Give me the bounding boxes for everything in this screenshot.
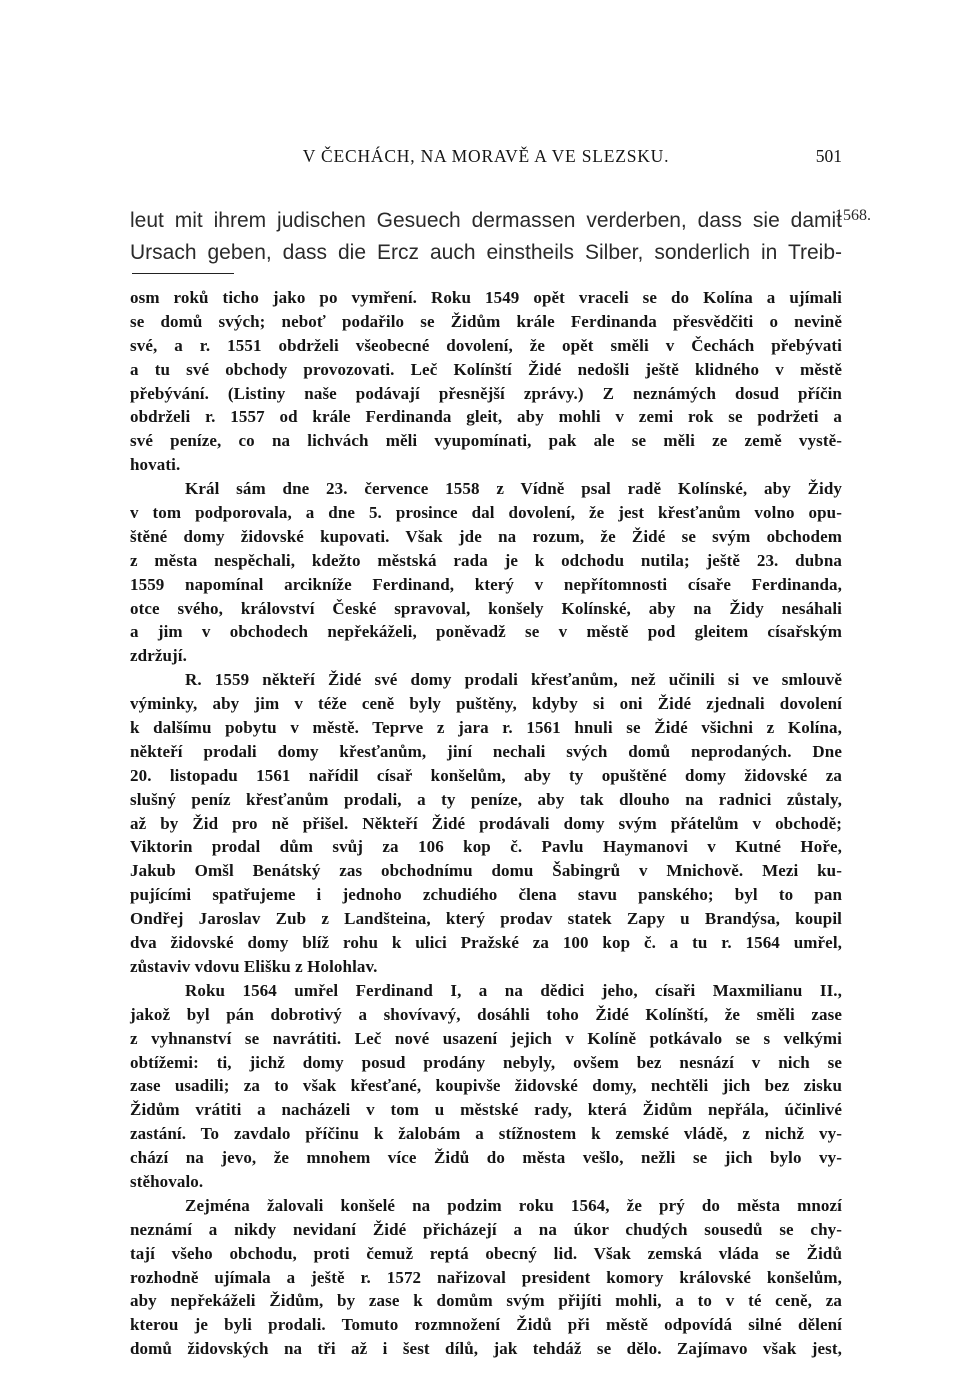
text-line: obdrželi r. 1557 od krále Ferdinanda gleit, aby mohli v zemi rok se podržeti a — [130, 407, 842, 427]
text-line: Ondřej Jaroslav Zub z Landšteina, který prodav statek Zapy u Brandýsa, koupil — [130, 909, 842, 929]
text-line: Král sám dne 23. července 1558 z Vídně psal radě Kolínské, aby Židy — [185, 479, 842, 499]
text-line: přebývání. (Listiny naše podávají přesnější zprávy.) Z neznámých dosud příčin — [130, 383, 842, 403]
text-line: chází na jevo, že mnohem více Židů do města vešlo, nežli se jich bylo vy- — [130, 1148, 842, 1168]
text-line: z města nespěchali, kdežto městská rada je k odchodu nutila; ještě 23. dubna — [130, 550, 842, 570]
text-line: výminky, aby jim v téže ceně byly puštěny, kdyby si oni Židé zjednali dovolení — [130, 694, 842, 714]
running-header — [130, 146, 842, 170]
quotation-line: Ursach geben, dass die Ercz auch einstheils Silber, sonderlich in Treib- — [130, 241, 842, 264]
text-line: Viktorin prodal dům svůj za 106 kop č. Pavlu Haymanovi v Kutné Hoře, — [130, 837, 842, 857]
text-line: domů židovských na tři až i šest dílů, jak tehdáž se dělo. Zajímavo však jest, — [130, 1339, 842, 1359]
text-line: stěhovalo. — [130, 1171, 204, 1191]
text-line: v tom podporovala, a dne 5. prosince dal dovolení, že jest křesťanům volno opu- — [130, 503, 842, 523]
text-line: z vyhnanství se navrátiti. Leč nové usazení jejich v Kolíně potkávalo se s velkými — [130, 1028, 842, 1048]
text-line: 20. listopadu 1561 nařídil císař konšelům, aby ty opuštěné domy židovské za — [130, 765, 842, 785]
text-line: Roku 1564 umřel Ferdinand I, a na dědici jeho, císaři Maxmilianu II., — [185, 980, 842, 1000]
text-line: hovati. — [130, 455, 181, 475]
text-line: aby nepřekáželi Židům, by zase k domům svým přijíti mohli, a to v té ceně, za — [130, 1291, 842, 1311]
body-text — [130, 286, 842, 1361]
text-line: dva židovské domy blíž rohu k ulici Pražské za 100 kop č. a tu r. 1564 umřel, — [130, 933, 842, 953]
text-line: neznámí a nikdy nevidaní Židé přicházejí a na úkor chudých sousedů se chy- — [130, 1219, 842, 1239]
text-line: jakož byl pán dobrotivý a shovívavý, dosáhli toho Židé Kolínští, že směli zase — [130, 1004, 842, 1024]
text-line: někteří prodali domy křesťanům, jiní nechali svých domů neprodaných. Dne — [130, 741, 842, 761]
running-title: V ČECHÁCH, NA MORAVĚ A VE SLEZSKU. — [302, 146, 670, 166]
page-number: 501 — [815, 146, 842, 166]
text-line: své peníze, co na lichvách měli vyupomínati, pak ale se měli ze země vystě- — [130, 431, 842, 451]
text-line: zdržují. — [130, 646, 187, 666]
text-line: slušný peníz křesťanům prodali, a ty peníze, aby tak dlouho na radnici zůstaly, — [130, 789, 842, 809]
text-line: a tu své obchody provozovati. Leč Kolínští Židé nedošli ještě klidného v městě — [130, 359, 842, 379]
text-line: obtížemi: ti, jichž domy posud prodány nebyly, ovšem bez nesnází v nich se — [130, 1052, 842, 1072]
text-line: až by Žid pro ně přišel. Někteří Židé prodávali domy svým přátelům v obchodě; — [130, 813, 842, 833]
text-line: své, a r. 1551 obdrželi všeobecné dovolení, že opět směli v Čechách přebývati — [130, 335, 842, 355]
text-line: rozhodně ujímala a ještě r. 1572 nařizoval president komory královské konšelům, — [130, 1267, 842, 1287]
separator-rule — [132, 273, 234, 274]
text-line: k dalšímu pobytu v městě. Teprve z jara r. 1561 hnuli se Židé všichni z Kolína, — [130, 718, 842, 738]
text-line: zase usadili; za to však křesťané, koupivše židovské domy, nechtěli jich bez zisku — [130, 1076, 842, 1096]
margin-year-note: 1568. — [835, 207, 871, 224]
text-line: zůstaviv vdovu Elišku z Holohlav. — [130, 956, 378, 976]
text-line: Jakub Omšl Benátský zas obchodnímu domu Šabingrů v Mnichově. Mezi ku- — [130, 861, 842, 881]
text-line: R. 1559 někteří Židé své domy prodali křesťanům, než učinili si ve smlouvě — [185, 670, 842, 690]
text-line: štěné domy židovské kupovati. Však jde na rozum, že Židé se svým obchodem — [130, 526, 842, 546]
text-line: otce svého, království České spravoval, konšely Kolínské, aby na Židy nesáhali — [130, 598, 842, 618]
text-line: Židům vrátiti a nacházeli v tom u městské rady, která Židům nepřála, účinlivé — [130, 1100, 842, 1120]
text-line: Zejména žalovali konšelé na podzim roku 1564, že prý do města mnozí — [185, 1195, 842, 1215]
text-line: zastání. To zavdalo příčinu k žalobám a stížnostem k zemské vládě, z nichž vy- — [130, 1124, 842, 1144]
quotation-block — [130, 205, 842, 269]
text-line: osm roků ticho jako po vymření. Roku 1549 opět vraceli se do Kolína a ujímali — [130, 288, 842, 307]
text-line: se domů svých; neboť podařilo se Židům krále Ferdinanda přesvědčiti o nevině — [130, 311, 842, 331]
text-line: a jim v obchodech nepřekáželi, poněvadž se v městě pod gleitem císařským — [130, 622, 842, 642]
quotation-line: leut mit ihrem judischen Gesuech dermassen verderben, dass sie damit — [130, 209, 842, 232]
text-line: kterou je byli prodali. Tomuto rozmnožení Židů při městě odpovídá silné dělení — [130, 1315, 842, 1335]
text-line: pujícími spatřujeme i jednoho zchudiého člena stavu panského; byl to pan — [130, 885, 842, 905]
text-line: 1559 napomínal arcikníže Ferdinand, který v nepřítomnosti císaře Ferdinanda, — [130, 574, 842, 594]
text-line: tají všeho obchodu, proti čemuž reptá obecný lid. Však zemská vláda se Židů — [130, 1243, 842, 1263]
